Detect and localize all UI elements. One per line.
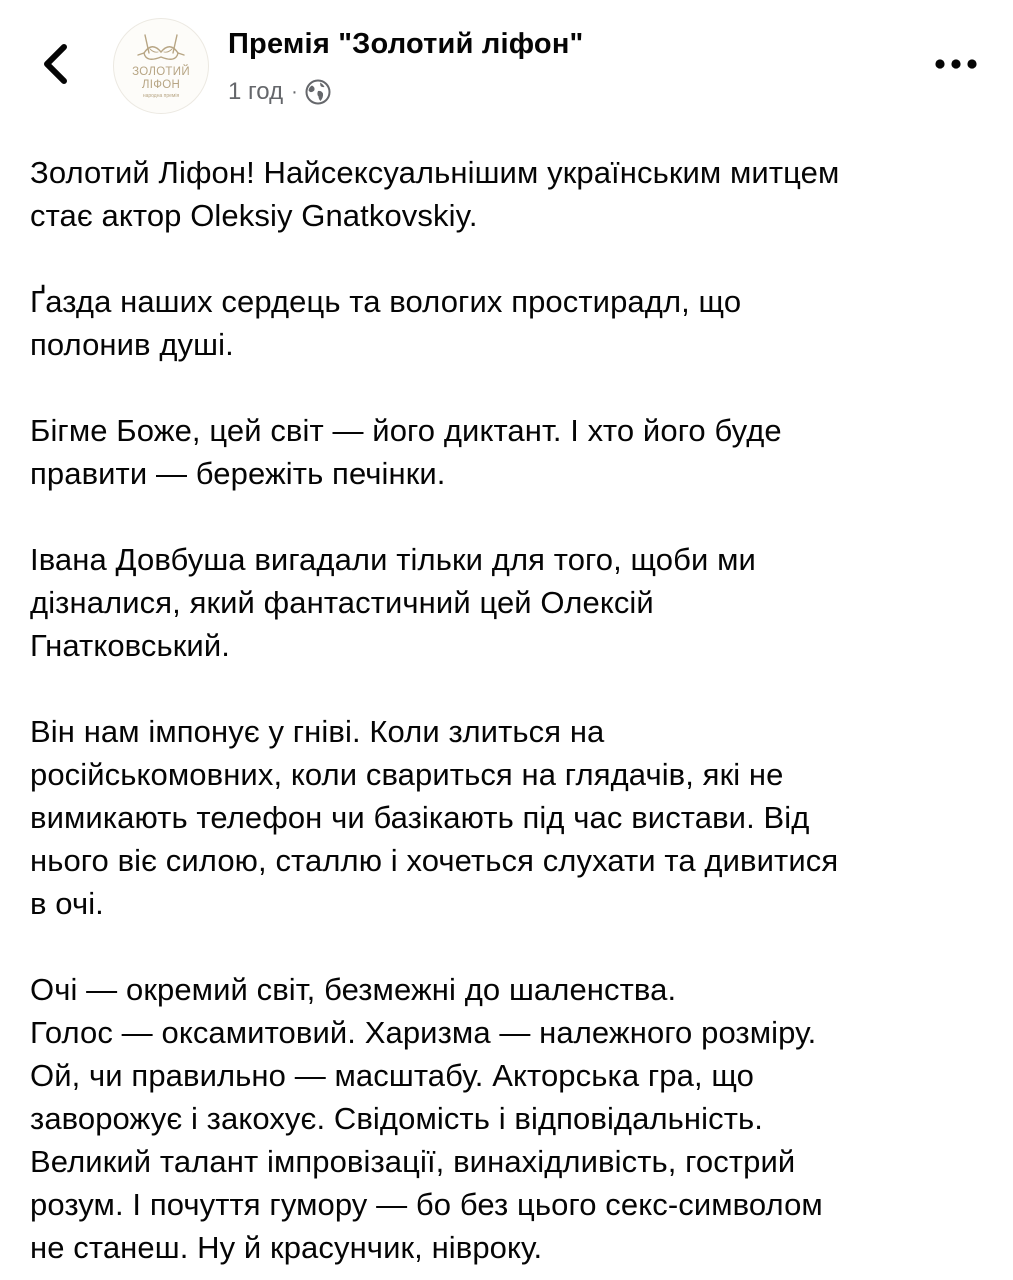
- post-text-line: російськомовних, коли свариться на глядачів, які не: [30, 757, 784, 792]
- post-text-line: нього віє силою, сталлю і хочеться слухати та дивитися: [30, 843, 839, 878]
- post-text-line: Золотий Ліфон! Найсексуальнішим українським митцем: [30, 155, 840, 190]
- post-paragraph: [30, 151, 990, 237]
- meta-separator: ·: [291, 80, 298, 103]
- more-dots-icon: [933, 58, 979, 70]
- post-text-line: Великий талант імпровізації, винахідливість, гострий: [30, 1144, 796, 1179]
- post-text-line: Він нам імпонує у гніві. Коли злиться на: [30, 714, 605, 749]
- post-text-line: Голос — оксамитовий. Харизма — належного розміру.: [30, 1015, 817, 1050]
- post-text-line: Бігме Боже, цей світ — його диктант. І хто його буде: [30, 413, 782, 448]
- post-text-line: стає актор Oleksiy Gnatkovskiy.: [30, 198, 478, 233]
- post-text-line: Ой, чи правильно — масштабу. Акторська гра, що: [30, 1058, 755, 1093]
- post-paragraph: [30, 409, 990, 495]
- post-meta: [228, 76, 331, 108]
- post-text-line: заворожує і закохує. Свідомість і відповідальність.: [30, 1101, 763, 1136]
- page-avatar[interactable]: [113, 18, 209, 114]
- post-text-line: Гнатковський.: [30, 628, 230, 663]
- post-text: [30, 151, 990, 1269]
- page-logo: [114, 19, 208, 113]
- page-name-link[interactable]: Премія "Золотий ліфон": [228, 28, 584, 60]
- post-paragraph: [30, 710, 990, 925]
- post-text-line: Івана Довбуша вигадали тільки для того, щоби ми: [30, 542, 756, 577]
- post-text-line: Ґазда наших сердець та вологих простирадл, що: [30, 284, 742, 319]
- post-text-line: правити — бережіть печінки.: [30, 456, 446, 491]
- post-text-line: полонив душі.: [30, 327, 234, 362]
- post-paragraph: [30, 968, 990, 1269]
- logo-subtext: народна премія: [142, 93, 180, 99]
- post-paragraph: [30, 280, 990, 366]
- post-text-line: розум. І почуття гумору — бо без цього секс-символом: [30, 1187, 823, 1222]
- logo-text-line2: ЛІФОН: [141, 79, 181, 91]
- post-paragraph: [30, 538, 990, 667]
- back-button[interactable]: [30, 38, 80, 90]
- globe-icon[interactable]: [305, 79, 331, 105]
- post-timestamp[interactable]: 1 год: [228, 78, 284, 105]
- logo-text-line1: ЗОЛОТИЙ: [132, 66, 190, 78]
- post-text-line: вимикають телефон чи базікають під час вистави. Від: [30, 800, 810, 835]
- more-options-button[interactable]: [926, 44, 986, 84]
- post-text-line: дізналися, який фантастичний цей Олексій: [30, 585, 654, 620]
- chevron-left-icon: [40, 42, 70, 86]
- post-header: [0, 0, 1013, 130]
- post-text-line: в очі.: [30, 886, 104, 921]
- post-text-line: не станеш. Ну й красунчик, нівроку.: [30, 1230, 543, 1265]
- post-text-line: Очі — окремий світ, безмежні до шаленства.: [30, 972, 677, 1007]
